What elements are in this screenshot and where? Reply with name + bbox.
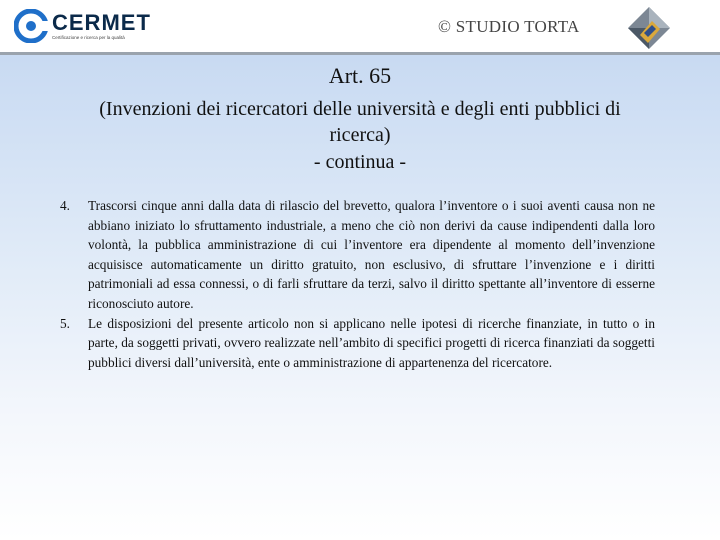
slide-title: Art. 65 — [328, 63, 392, 88]
paragraph-number: 4. — [60, 198, 70, 213]
paragraph-5 — [60, 314, 655, 373]
paragraph-text: Le disposizioni del presente articolo non si applicano nelle ipotesi di ricerche finanziate, in tutto o in parte, da soggetti privati, ovvero realizzate nell’ambito di specifici progetti di ricerca finanziati da soggetti pubblici diversi dall’università, ente o amministrazione di appartenenza del ricercatore. — [88, 315, 655, 370]
article-body — [60, 196, 655, 372]
header-bar — [0, 0, 720, 52]
cermet-logo — [14, 8, 151, 44]
logo-name: CERMET — [52, 10, 151, 35]
continua-label: - continua - — [313, 151, 407, 173]
slide-subtitle: (Invenzioni dei ricercatori delle università e degli enti pubblici di ricerca) — [99, 98, 621, 146]
paragraph-text: Trascorsi cinque anni dalla data di rilascio del brevetto, qualora l’inventore o i suoi aventi causa non ne abbiano iniziato lo sfruttamento industriale, a meno che ciò non derivi da cause indipendenti dalla loro volontà, la pubblica amministrazione di cui l’inventore era dipendente al momento dell’invenzione acquisisce automaticamente un diritto gratuito, non esclusivo, di sfruttare l’invenzione e i diritti patrimoniali ad essa connessi, o di farli sfruttare da terzi, salvo il diritto spettante all’inventore di esserne riconosciuto autore. — [88, 198, 655, 311]
cermet-logo-icon — [14, 9, 48, 43]
studio-label: © STUDIO TORTA — [438, 17, 580, 36]
logo-tagline: Certificazione e ricerca per la qualità — [52, 35, 125, 40]
paragraph-number: 5. — [60, 315, 70, 331]
studio-torta-logo-icon — [626, 5, 672, 51]
paragraph-4 — [60, 196, 655, 314]
